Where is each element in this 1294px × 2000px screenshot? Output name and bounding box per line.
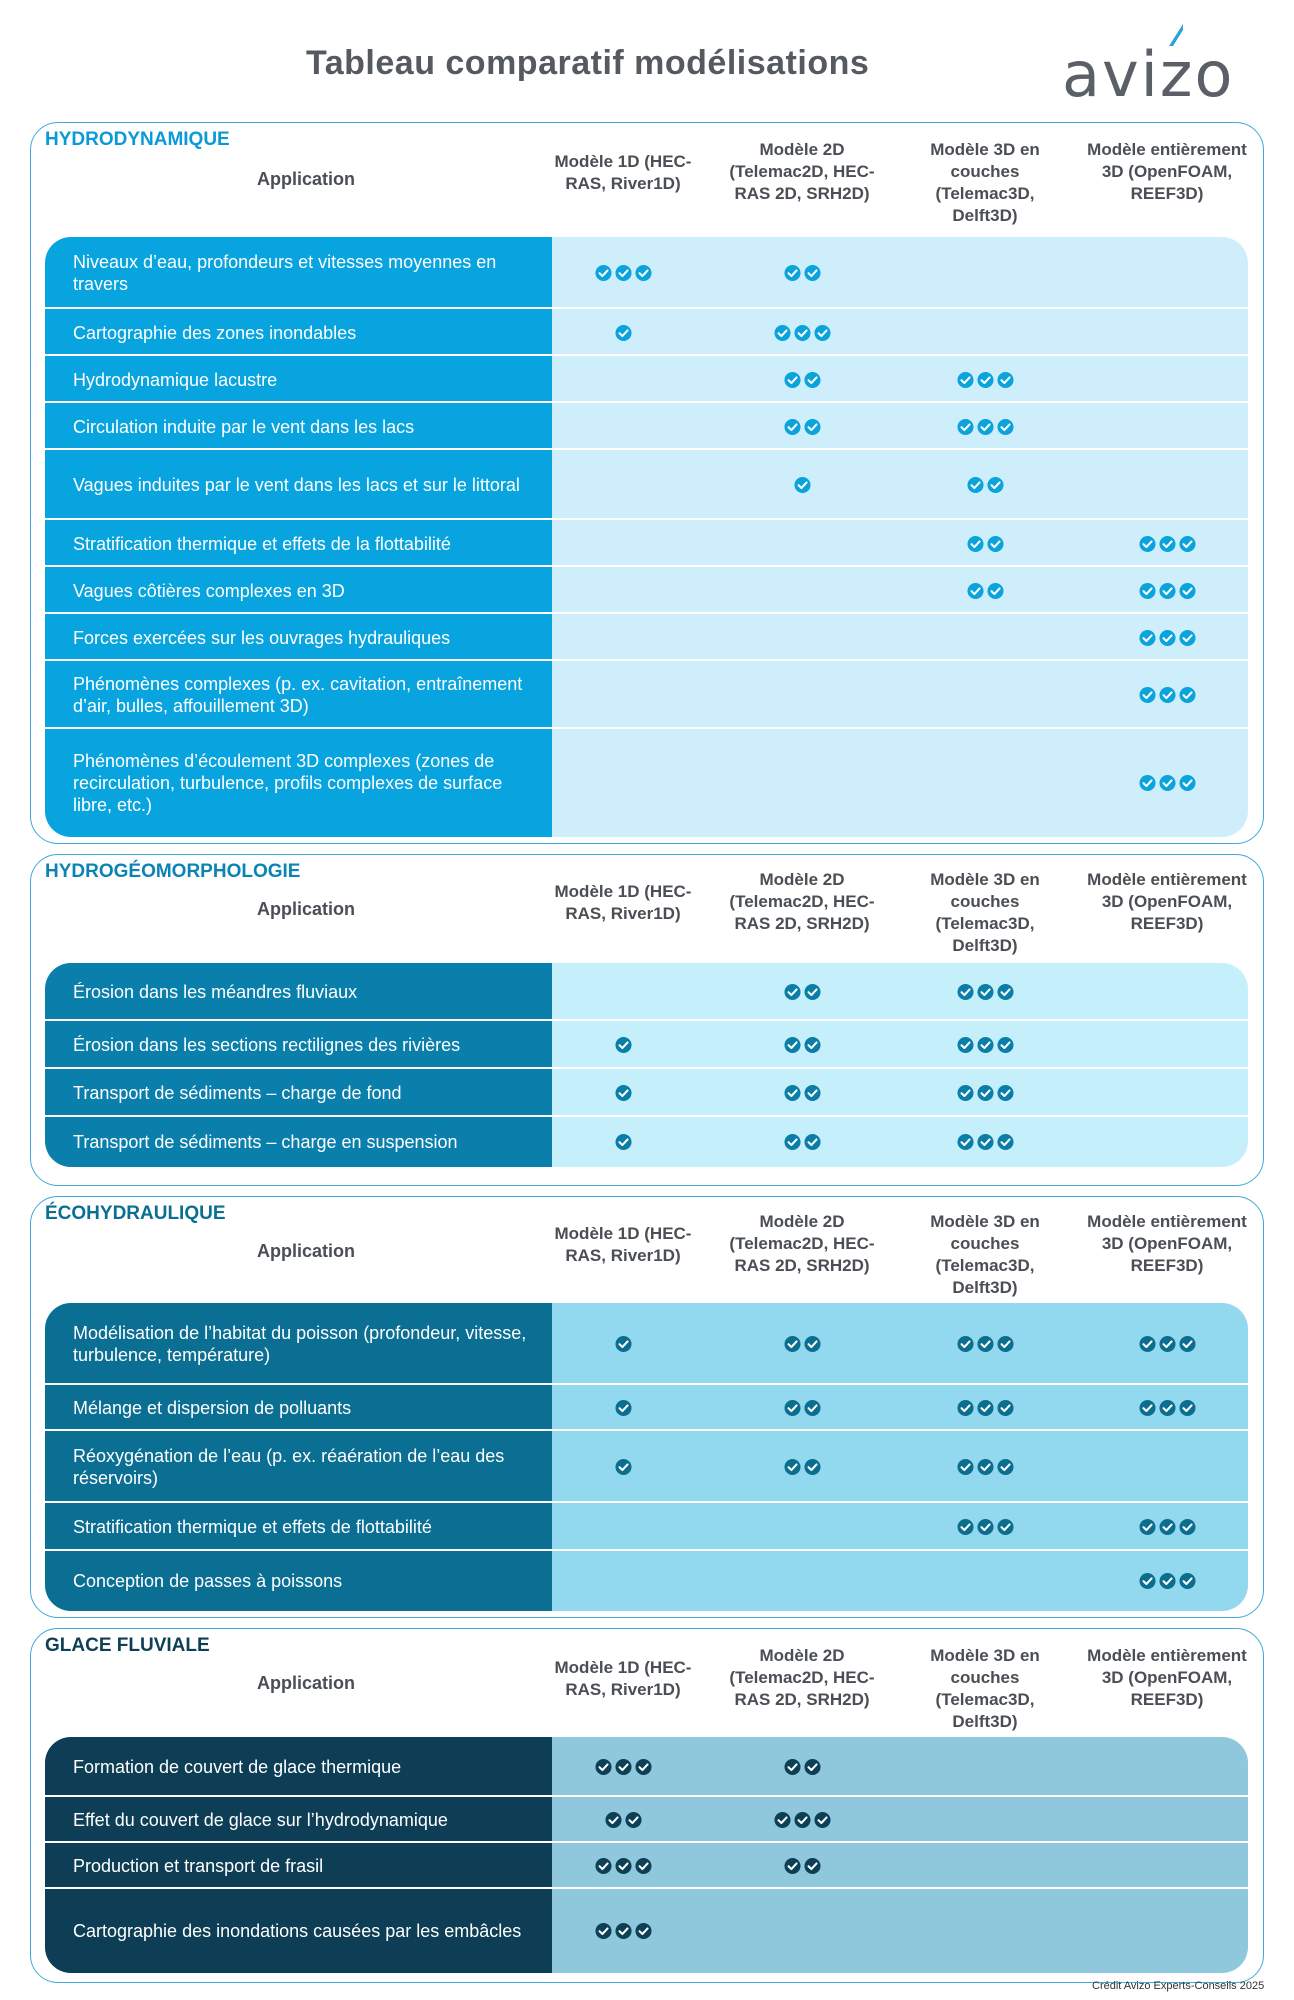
rating-cell	[722, 1812, 882, 1829]
rating-cell	[1087, 535, 1247, 552]
check-icon	[814, 1812, 831, 1829]
credit-text: Crédit Avizo Experts-Conseils 2025	[1092, 1980, 1265, 1992]
check-icon	[977, 984, 994, 1001]
section-2	[30, 854, 1264, 1186]
check-icon	[957, 1037, 974, 1054]
column-header-3: Modèle 3D en couches (Telemac3D, Delft3D)	[930, 1646, 1040, 1731]
column-header-1: Modèle 1D (HEC-RAS, River1D)	[554, 882, 692, 923]
check-icon	[1179, 629, 1196, 646]
check-icon	[615, 1085, 632, 1102]
section-title: ÉCOHYDRAULIQUE	[45, 1203, 226, 1224]
row-label: Modélisation de l’habitat du poisson (profondeur, vitesse, turbulence, température)	[73, 1323, 527, 1365]
table-row	[45, 1797, 1248, 1843]
check-icon	[804, 371, 821, 388]
column-header-4: Modèle entièrement 3D (OpenFOAM, REEF3D)	[1087, 870, 1247, 933]
check-icon	[1179, 535, 1196, 552]
check-icon	[997, 1134, 1014, 1151]
check-icon	[1139, 629, 1156, 646]
check-icon	[997, 984, 1014, 1001]
check-icon	[1159, 582, 1176, 599]
rating-cell	[722, 1858, 882, 1875]
rating-cell	[1087, 629, 1247, 646]
table-row	[45, 237, 1248, 309]
rating-cell	[543, 1923, 703, 1940]
table-row	[45, 729, 1248, 837]
check-icon	[595, 1858, 612, 1875]
table-row	[45, 1551, 1248, 1611]
logo-wordmark: avizo	[1062, 38, 1235, 111]
table-row	[45, 520, 1248, 567]
check-icon	[794, 1812, 811, 1829]
check-icon	[615, 1134, 632, 1151]
check-icon	[1139, 535, 1156, 552]
rating-cell	[543, 1134, 703, 1151]
rating-cell	[722, 1400, 882, 1417]
check-icon	[957, 1336, 974, 1353]
row-label: Phénomènes complexes (p. ex. cavitation, entraînement d’air, bulles, affouillement 3D)	[73, 674, 523, 716]
rating-cell	[905, 1400, 1065, 1417]
check-icon	[804, 265, 821, 282]
row-label: Forces exercées sur les ouvrages hydrauliques	[73, 627, 451, 648]
check-icon	[1159, 1573, 1176, 1590]
section-3	[30, 1196, 1264, 1618]
row-label: Transport de sédiments – charge en suspension	[73, 1132, 458, 1152]
rows-block	[45, 1737, 1248, 1973]
check-icon	[605, 1812, 622, 1829]
rating-cell	[1087, 1573, 1247, 1590]
column-header-2: Modèle 2D (Telemac2D, HEC-RAS 2D, SRH2D)	[729, 870, 875, 933]
check-icon	[1159, 1336, 1176, 1353]
check-icon	[957, 371, 974, 388]
rating-cell	[905, 371, 1065, 388]
check-icon	[1139, 1573, 1156, 1590]
rating-cell	[905, 1459, 1065, 1476]
check-icon	[804, 1759, 821, 1776]
check-icon	[794, 324, 811, 341]
check-icon	[1139, 582, 1156, 599]
logo-accent-icon	[1167, 24, 1183, 46]
rating-cell	[905, 984, 1065, 1001]
check-icon	[967, 582, 984, 599]
check-icon	[967, 477, 984, 494]
check-icon	[957, 418, 974, 435]
rows-block	[45, 1303, 1248, 1611]
rating-cell	[543, 1858, 703, 1875]
section-1	[30, 122, 1264, 844]
check-icon	[615, 1037, 632, 1054]
check-icon	[957, 1400, 974, 1417]
check-icon	[1179, 1400, 1196, 1417]
check-icon	[1179, 1573, 1196, 1590]
row-label: Phénomènes d’écoulement 3D complexes (zones de recirculation, turbulence, profils complexes de surface libre, etc.)	[73, 751, 503, 815]
check-icon	[997, 371, 1014, 388]
row-label: Vagues côtières complexes en 3D	[73, 580, 345, 601]
check-icon	[977, 418, 994, 435]
rating-cell	[543, 1400, 703, 1417]
column-header-1: Modèle 1D (HEC-RAS, River1D)	[554, 1224, 692, 1265]
rating-cell	[1087, 582, 1247, 599]
check-icon	[804, 418, 821, 435]
avizo-logo	[1062, 20, 1252, 111]
row-label: Niveaux d’eau, profondeurs et vitesses moyennes en travers	[73, 252, 497, 294]
check-icon	[784, 1759, 801, 1776]
rating-cell	[1087, 775, 1247, 792]
check-icon	[997, 1519, 1014, 1536]
table-row	[45, 356, 1248, 403]
check-icon	[1159, 687, 1176, 704]
table-row	[45, 1021, 1248, 1069]
rating-cell	[905, 1134, 1065, 1151]
rating-cell	[722, 1459, 882, 1476]
check-icon	[784, 1858, 801, 1875]
table-row	[45, 1069, 1248, 1117]
rating-cell	[543, 1759, 703, 1776]
row-label: Stratification thermique et effets de la flottabilité	[73, 533, 451, 554]
check-icon	[1179, 582, 1196, 599]
rating-cell	[543, 1336, 703, 1353]
check-icon	[1159, 535, 1176, 552]
check-icon	[615, 265, 632, 282]
rating-cell	[1087, 1519, 1247, 1536]
check-icon	[784, 371, 801, 388]
row-label: Vagues induites par le vent dans les lacs et sur le littoral	[73, 475, 520, 495]
check-icon	[957, 1519, 974, 1536]
application-header: Application	[257, 169, 355, 189]
rating-cell	[905, 1336, 1065, 1353]
check-icon	[997, 1400, 1014, 1417]
check-icon	[595, 265, 612, 282]
check-icon	[784, 1134, 801, 1151]
check-icon	[595, 1923, 612, 1940]
check-icon	[997, 1085, 1014, 1102]
table-row	[45, 614, 1248, 661]
table-row	[45, 1117, 1248, 1167]
check-icon	[977, 1519, 994, 1536]
check-icon	[615, 1858, 632, 1875]
check-icon	[774, 324, 791, 341]
section-title: HYDRODYNAMIQUE	[45, 129, 230, 150]
section-title: GLACE FLUVIALE	[45, 1635, 210, 1656]
column-header-3: Modèle 3D en couches (Telemac3D, Delft3D)	[930, 1212, 1040, 1297]
table-row	[45, 567, 1248, 614]
check-icon	[794, 477, 811, 494]
check-icon	[1139, 1519, 1156, 1536]
column-header-2: Modèle 2D (Telemac2D, HEC-RAS 2D, SRH2D)	[729, 1646, 875, 1709]
rating-cell	[905, 418, 1065, 435]
column-header-1: Modèle 1D (HEC-RAS, River1D)	[554, 152, 692, 193]
check-icon	[1179, 775, 1196, 792]
check-icon	[804, 1858, 821, 1875]
application-header: Application	[257, 1241, 355, 1261]
check-icon	[1159, 775, 1176, 792]
rating-cell	[905, 582, 1065, 599]
check-icon	[997, 418, 1014, 435]
check-icon	[987, 582, 1004, 599]
check-icon	[967, 535, 984, 552]
check-icon	[804, 1336, 821, 1353]
check-icon	[635, 265, 652, 282]
check-icon	[615, 1459, 632, 1476]
application-header: Application	[257, 899, 355, 919]
column-header-4: Modèle entièrement 3D (OpenFOAM, REEF3D)	[1087, 140, 1247, 203]
row-label: Production et transport de frasil	[73, 1856, 324, 1876]
column-header-2: Modèle 2D (Telemac2D, HEC-RAS 2D, SRH2D)	[729, 140, 875, 203]
rating-cell	[722, 984, 882, 1001]
check-icon	[1159, 629, 1176, 646]
check-icon	[977, 1400, 994, 1417]
row-label: Conception de passes à poissons	[73, 1571, 343, 1591]
table-row	[45, 1737, 1248, 1797]
rating-cell	[722, 1336, 882, 1353]
rating-cell	[722, 1759, 882, 1776]
check-icon	[1139, 775, 1156, 792]
rating-cell	[543, 1812, 703, 1829]
check-icon	[804, 984, 821, 1001]
rating-cell	[722, 371, 882, 388]
check-icon	[977, 1336, 994, 1353]
rating-cell	[1087, 687, 1247, 704]
check-icon	[957, 1134, 974, 1151]
check-icon	[1139, 687, 1156, 704]
check-icon	[615, 1336, 632, 1353]
table-row	[45, 450, 1248, 520]
check-icon	[615, 324, 632, 341]
rating-cell	[905, 1519, 1065, 1536]
check-icon	[635, 1923, 652, 1940]
rating-cell	[905, 535, 1065, 552]
table-row	[45, 1503, 1248, 1551]
check-icon	[784, 1037, 801, 1054]
rating-cell	[722, 324, 882, 341]
rating-cell	[543, 324, 703, 341]
check-icon	[977, 371, 994, 388]
row-label: Circulation induite par le vent dans les lacs	[73, 416, 415, 437]
column-header-4: Modèle entièrement 3D (OpenFOAM, REEF3D)	[1087, 1212, 1247, 1275]
row-label: Érosion dans les sections rectilignes des rivières	[73, 1035, 461, 1055]
rating-cell	[543, 1459, 703, 1476]
row-label: Transport de sédiments – charge de fond	[73, 1083, 402, 1103]
check-icon	[977, 1085, 994, 1102]
check-icon	[615, 1759, 632, 1776]
check-icon	[1139, 1336, 1156, 1353]
column-header-2: Modèle 2D (Telemac2D, HEC-RAS 2D, SRH2D)	[729, 1212, 875, 1275]
rating-cell	[722, 1134, 882, 1151]
column-header-4: Modèle entièrement 3D (OpenFOAM, REEF3D)	[1087, 1646, 1247, 1709]
check-icon	[784, 1400, 801, 1417]
rating-cell	[905, 1085, 1065, 1102]
check-icon	[774, 1812, 791, 1829]
column-header-3: Modèle 3D en couches (Telemac3D, Delft3D)	[930, 140, 1040, 225]
check-icon	[814, 324, 831, 341]
check-icon	[804, 1037, 821, 1054]
rating-cell	[543, 1085, 703, 1102]
check-icon	[977, 1459, 994, 1476]
check-icon	[977, 1037, 994, 1054]
rating-cell	[1087, 1336, 1247, 1353]
rating-cell	[722, 1085, 882, 1102]
table-row	[45, 1889, 1248, 1973]
table-row	[45, 963, 1248, 1021]
check-icon	[635, 1759, 652, 1776]
page-title: Tableau comparatif modélisations	[306, 44, 870, 82]
table-row	[45, 1385, 1248, 1431]
check-icon	[1159, 1519, 1176, 1536]
row-label: Cartographie des zones inondables	[73, 322, 357, 343]
check-icon	[784, 265, 801, 282]
table-row	[45, 1843, 1248, 1889]
check-icon	[615, 1923, 632, 1940]
check-icon	[784, 1336, 801, 1353]
check-icon	[957, 984, 974, 1001]
row-label: Effet du couvert de glace sur l’hydrodynamique	[73, 1810, 448, 1830]
table-row	[45, 1303, 1248, 1385]
check-icon	[977, 1134, 994, 1151]
row-label: Réoxygénation de l’eau (p. ex. réaération de l’eau des réservoirs)	[73, 1446, 505, 1488]
check-icon	[804, 1085, 821, 1102]
rating-cell	[1087, 1400, 1247, 1417]
check-icon	[625, 1812, 642, 1829]
row-label: Érosion dans les méandres fluviaux	[73, 982, 358, 1002]
check-icon	[615, 1400, 632, 1417]
table-row	[45, 309, 1248, 356]
check-icon	[987, 477, 1004, 494]
check-icon	[1179, 1336, 1196, 1353]
column-header-1: Modèle 1D (HEC-RAS, River1D)	[554, 1658, 692, 1699]
check-icon	[997, 1459, 1014, 1476]
check-icon	[1179, 1519, 1196, 1536]
row-label: Stratification thermique et effets de flottabilité	[73, 1517, 432, 1537]
rating-cell	[722, 1037, 882, 1054]
application-header: Application	[257, 1673, 355, 1693]
check-icon	[997, 1336, 1014, 1353]
row-label: Formation de couvert de glace thermique	[73, 1757, 402, 1777]
check-icon	[987, 535, 1004, 552]
rating-cell	[722, 265, 882, 282]
column-header-3: Modèle 3D en couches (Telemac3D, Delft3D)	[930, 870, 1040, 955]
check-icon	[784, 1459, 801, 1476]
section-4	[30, 1628, 1264, 1983]
check-icon	[957, 1459, 974, 1476]
check-icon	[1139, 1400, 1156, 1417]
check-icon	[804, 1459, 821, 1476]
row-label: Hydrodynamique lacustre	[73, 369, 278, 390]
check-icon	[1179, 687, 1196, 704]
table-row	[45, 403, 1248, 450]
check-icon	[784, 984, 801, 1001]
check-icon	[635, 1858, 652, 1875]
check-icon	[595, 1759, 612, 1776]
row-label: Cartographie des inondations causées par les embâcles	[73, 1921, 522, 1941]
row-label: Mélange et dispersion de polluants	[73, 1398, 352, 1418]
check-icon	[784, 418, 801, 435]
check-icon	[804, 1400, 821, 1417]
rating-cell	[722, 477, 882, 494]
table-row	[45, 661, 1248, 729]
table-row	[45, 1431, 1248, 1503]
check-icon	[784, 1085, 801, 1102]
section-title: HYDROGÉOMORPHOLOGIE	[45, 861, 301, 882]
check-icon	[1159, 1400, 1176, 1417]
check-icon	[804, 1134, 821, 1151]
check-icon	[997, 1037, 1014, 1054]
rating-cell	[905, 1037, 1065, 1054]
rating-cell	[543, 265, 703, 282]
rating-cell	[543, 1037, 703, 1054]
rows-block	[45, 963, 1248, 1167]
rating-cell	[905, 477, 1065, 494]
rating-cell	[722, 418, 882, 435]
check-icon	[957, 1085, 974, 1102]
rows-block	[45, 237, 1248, 837]
